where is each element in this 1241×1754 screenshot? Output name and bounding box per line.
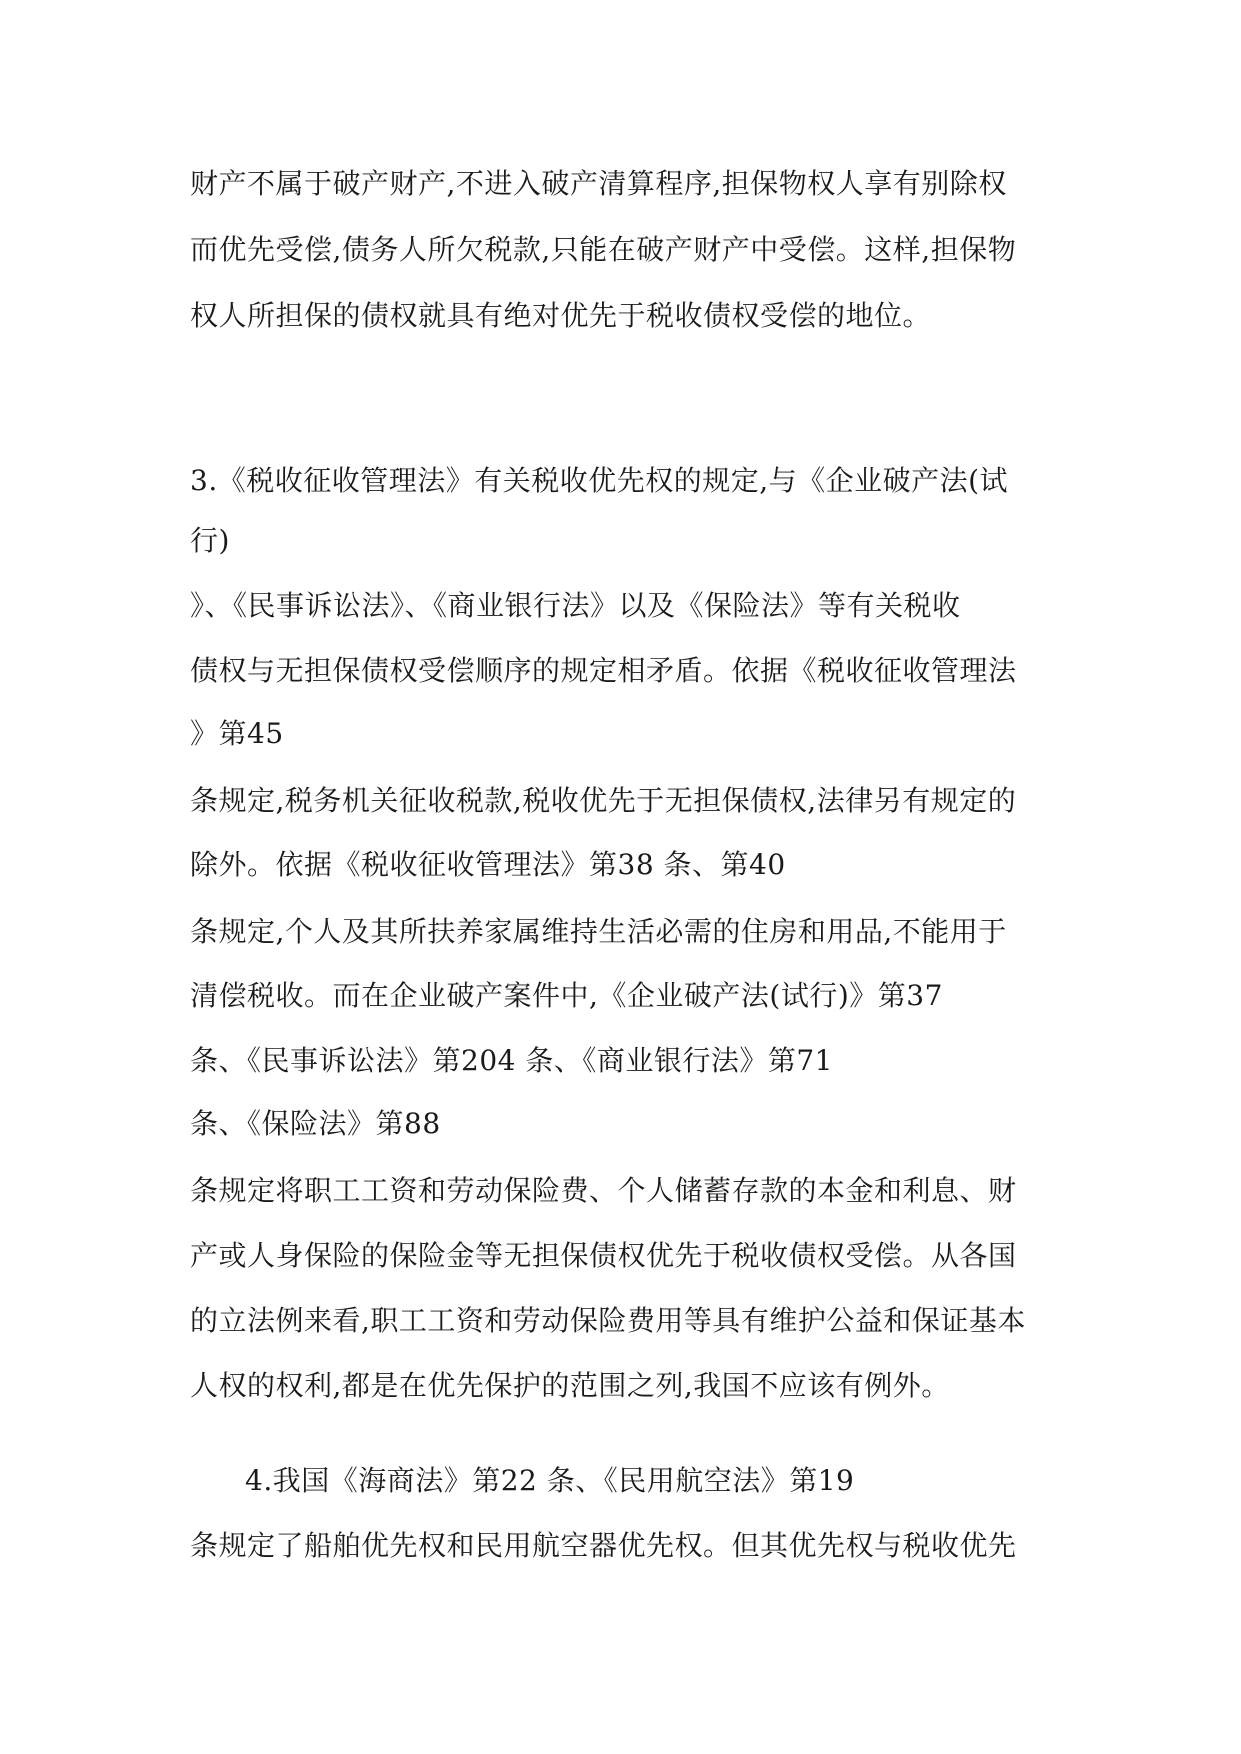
text-line: 条规定,税务机关征收税款,税收优先于无担保债权,法律另有规定的 (190, 784, 1017, 817)
text-line: 》、《民事诉讼法》、《商业银行法》以及《保险法》等有关税收 (190, 589, 961, 622)
text-line: 条规定将职工工资和劳动保险费、个人储蓄存款的本金和利息、财 (190, 1174, 1017, 1207)
text-line: 产或人身保险的保险金等无担保债权优先于税收债权受偿。从各国 (190, 1239, 1017, 1272)
text-line: 条规定,个人及其所扶养家属维持生活必需的住房和用品,不能用于 (190, 915, 1007, 948)
text-line: 除外。依据《税收征收管理法》第38 条、第40 (190, 848, 786, 881)
text-line: 清偿税收。而在企业破产案件中,《企业破产法(试行)》第37 (190, 979, 943, 1012)
text-line: 财产不属于破产财产,不进入破产清算程序,担保物权人享有别除权 (190, 167, 1007, 200)
text-line: 人权的权利,都是在优先保护的范围之列,我国不应该有例外。 (190, 1369, 950, 1402)
text-line: 4.我国《海商法》第22 条、《民用航空法》第19 (245, 1464, 855, 1497)
text-line: 条规定了船舶优先权和民用航空器优先权。但其优先权与税收优先 (190, 1529, 1017, 1562)
text-line: 行) (190, 524, 230, 557)
text-line: 的立法例来看,职工工资和劳动保险费用等具有维护公益和保证基本 (190, 1304, 1026, 1337)
text-line: 而优先受偿,债务人所欠税款,只能在破产财产中受偿。这样,担保物 (190, 233, 1017, 266)
text-line: 债权与无担保债权受偿顺序的规定相矛盾。依据《税收征收管理法 (190, 654, 1017, 687)
text-line: 条、《民事诉讼法》第204 条、《商业银行法》第71 (190, 1044, 833, 1077)
text-line: 3.《税收征收管理法》有关税收优先权的规定,与《企业破产法(试 (190, 464, 1009, 497)
text-line: 条、《保险法》第88 (190, 1107, 441, 1140)
text-line: 权人所担保的债权就具有绝对优先于税收债权受偿的地位。 (190, 299, 932, 332)
text-line: 》第45 (190, 717, 284, 750)
